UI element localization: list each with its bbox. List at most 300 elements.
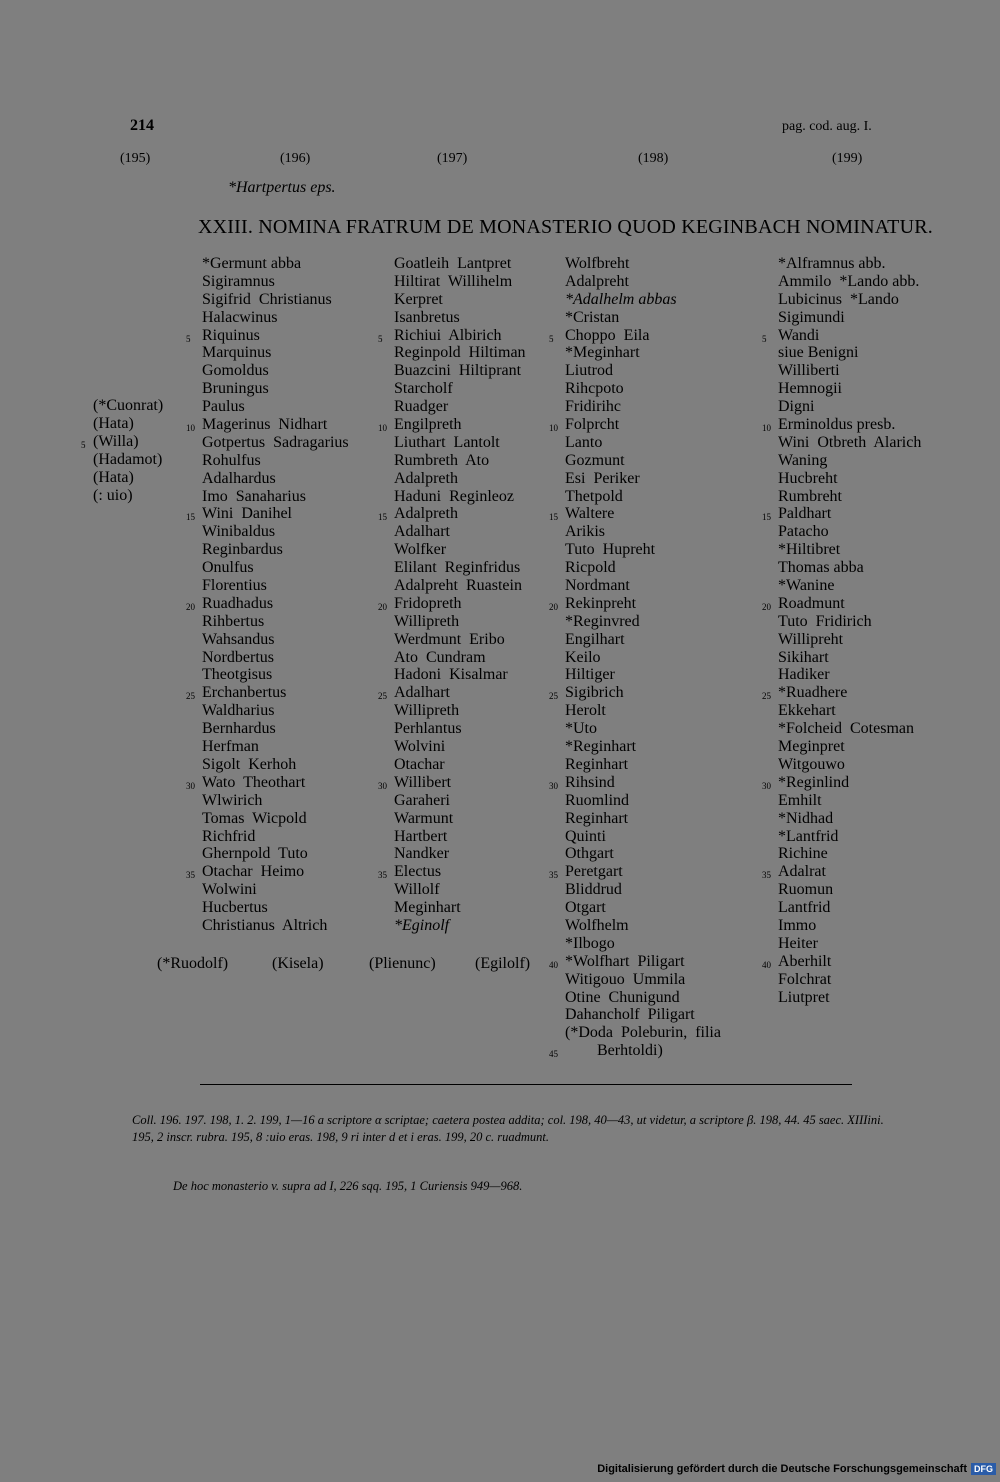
name-entry: Paulus xyxy=(202,398,245,416)
name-line xyxy=(202,881,349,899)
name-line xyxy=(565,380,721,398)
line-number: 10 xyxy=(378,423,387,434)
name-entry: Folprcht xyxy=(565,416,620,434)
name-line xyxy=(93,487,163,505)
name-line xyxy=(394,631,526,649)
name-line xyxy=(394,702,526,720)
page-number: 214 xyxy=(130,117,154,134)
name-entry: Wolwini xyxy=(202,881,257,899)
name-entry: (Willa) xyxy=(93,432,139,450)
name-entry: Wato Theothart xyxy=(202,773,306,791)
name-line xyxy=(565,649,721,667)
name-entry: Roadmunt xyxy=(778,594,845,612)
name-entry: *Reginvred xyxy=(565,612,640,630)
name-line xyxy=(202,470,349,488)
name-entry: *Wolfhart Piligart xyxy=(565,952,685,970)
name-entry: Reginbardus xyxy=(202,541,283,559)
name-entry: Magerinus Nidhart xyxy=(202,416,328,434)
name-entry: *Uto xyxy=(565,720,597,738)
name-line xyxy=(565,577,721,595)
name-line xyxy=(93,469,163,487)
name-entry: Ato Cundram xyxy=(394,648,486,666)
name-line xyxy=(202,792,349,810)
name-line xyxy=(202,434,349,452)
name-line xyxy=(394,792,526,810)
name-line xyxy=(378,863,526,881)
name-entry: Isanbretus xyxy=(394,308,460,326)
name-line xyxy=(778,666,921,684)
name-line xyxy=(549,505,721,523)
name-entry: Willolf xyxy=(394,881,440,899)
name-line xyxy=(394,720,526,738)
name-entry: Werdmunt Eribo xyxy=(394,630,505,648)
name-entry: Peretgart xyxy=(565,863,623,881)
name-entry: Waning xyxy=(778,451,828,469)
line-number: 35 xyxy=(762,870,771,881)
name-entry: Theotgisus xyxy=(202,666,273,684)
name-line xyxy=(186,684,349,702)
name-line xyxy=(202,344,349,362)
digitization-credit xyxy=(597,1463,996,1475)
line-number: 10 xyxy=(549,423,558,434)
line-number: 20 xyxy=(549,601,558,612)
name-line xyxy=(394,470,526,488)
name-entry: *Germunt abba xyxy=(202,255,302,272)
name-line xyxy=(394,810,526,828)
name-line xyxy=(394,380,526,398)
name-entry: Hadiker xyxy=(778,666,830,684)
name-line xyxy=(778,470,921,488)
name-line xyxy=(202,917,349,935)
name-entry: Adalpreht xyxy=(565,272,629,290)
name-entry: Quinti xyxy=(565,827,606,845)
name-entry: Wolfbreht xyxy=(565,255,630,272)
name-entry: Liutpret xyxy=(778,988,830,1006)
name-entry: Sigolt Kerhoh xyxy=(202,755,297,773)
name-line xyxy=(378,594,526,613)
name-entry: Fridirihc xyxy=(565,398,621,416)
name-entry: Sigifrid Christianus xyxy=(202,290,332,308)
line-number: 30 xyxy=(762,780,771,791)
name-line xyxy=(565,845,721,863)
line-number: 20 xyxy=(762,601,771,612)
name-entry: Wlwirich xyxy=(202,791,263,809)
name-entry: Florentius xyxy=(202,577,267,595)
name-entry: *Wanine xyxy=(778,577,835,595)
name-entry: Herolt xyxy=(565,702,606,720)
name-entry: Witgouwo xyxy=(778,755,845,773)
column-number-196: (196) xyxy=(280,151,311,166)
name-line xyxy=(778,899,921,917)
name-line xyxy=(778,756,921,774)
name-line xyxy=(565,1024,721,1042)
name-line xyxy=(565,756,721,774)
name-line xyxy=(202,452,349,470)
name-column-197 xyxy=(378,255,526,935)
name-column-196 xyxy=(186,255,349,935)
name-entry: Hadoni Kisalmar xyxy=(394,666,508,684)
name-entry: Willipreht xyxy=(778,630,844,648)
name-line xyxy=(778,559,921,577)
name-entry: Nordbertus xyxy=(202,648,274,666)
name-line xyxy=(549,594,721,613)
name-entry: Thomas abba xyxy=(778,559,864,577)
name-line xyxy=(565,971,721,989)
name-entry: Choppo Eila xyxy=(565,326,650,344)
name-line xyxy=(778,488,921,506)
name-entry: *Alframnus abb. xyxy=(778,255,886,272)
name-entry: Wandi xyxy=(778,326,820,344)
name-line xyxy=(202,631,349,649)
name-column-199 xyxy=(762,255,922,1006)
name-line xyxy=(394,541,526,559)
name-entry: Richfrid xyxy=(202,827,256,845)
name-entry: Ekkehart xyxy=(778,702,836,720)
name-entry: Dahancholf Piligart xyxy=(565,1006,695,1024)
name-entry: Adalrat xyxy=(778,863,826,881)
name-line xyxy=(93,451,163,469)
name-line xyxy=(394,434,526,452)
name-entry: siue Benigni xyxy=(778,344,859,362)
line-number: 5 xyxy=(762,333,767,344)
name-line xyxy=(202,523,349,541)
name-entry: Wini Danihel xyxy=(202,505,292,523)
line-number: 5 xyxy=(549,333,554,344)
name-entry: *Lantfrid xyxy=(778,827,839,845)
name-entry: Garaheri xyxy=(394,791,450,809)
name-entry: Otachar Heimo xyxy=(202,863,305,881)
name-line xyxy=(565,666,721,684)
name-entry: Willipreth xyxy=(394,702,460,720)
name-entry: Wini Otbreth Alarich xyxy=(778,433,922,451)
line-number: 5 xyxy=(81,439,86,450)
name-line xyxy=(565,452,721,470)
name-entry: (*Cuonrat) xyxy=(93,397,164,414)
name-line xyxy=(762,773,921,792)
name-entry: Willipreth xyxy=(394,612,460,630)
name-line xyxy=(202,845,349,863)
name-entry: Marquinus xyxy=(202,344,272,362)
name-line xyxy=(565,559,721,577)
source-note: De hoc monasterio v. supra ad I, 226 sqq. 195, 1 Curiensis 949—968. xyxy=(173,1179,523,1193)
name-line xyxy=(186,863,349,881)
name-entry: Reginhart xyxy=(565,755,629,773)
name-line xyxy=(394,255,526,273)
name-line xyxy=(762,594,921,613)
column-number-197: (197) xyxy=(437,151,468,166)
name-line xyxy=(565,613,721,631)
line-number: 30 xyxy=(186,780,195,791)
line-number: 10 xyxy=(762,423,771,434)
name-entry: Kerpret xyxy=(394,290,443,308)
name-entry: Bernhardus xyxy=(202,720,276,738)
bottom-name: (*Ruodolf) xyxy=(157,955,229,972)
name-line xyxy=(778,881,921,899)
name-entry: *Ruadhere xyxy=(778,684,848,702)
name-entry: Lubicinus *Lando xyxy=(778,290,899,308)
name-line xyxy=(778,309,921,327)
name-line xyxy=(202,488,349,506)
name-entry: Esi Periker xyxy=(565,469,640,487)
name-line xyxy=(565,273,721,291)
name-line xyxy=(565,881,721,899)
name-entry: Nandker xyxy=(394,845,450,863)
name-entry: Waldharius xyxy=(202,702,275,720)
name-line xyxy=(565,899,721,917)
column-number-195: (195) xyxy=(120,151,151,166)
name-line xyxy=(778,613,921,631)
name-line xyxy=(565,255,721,273)
credit-text: Digitalisierung gefördert durch die Deutsche Forschungsgemeinschaft xyxy=(597,1463,967,1475)
name-line xyxy=(186,773,349,792)
line-number: 30 xyxy=(549,780,558,791)
name-entry: Goatleih Lantpret xyxy=(394,255,512,272)
name-line xyxy=(762,684,921,702)
name-entry: Wolfker xyxy=(394,541,447,559)
name-entry: Tuto Hupreht xyxy=(565,541,656,559)
name-entry: Adalhart xyxy=(394,523,450,541)
name-entry: Richine xyxy=(778,845,828,863)
name-entry: Folchrat xyxy=(778,970,832,988)
name-line xyxy=(778,989,921,1007)
name-line xyxy=(394,649,526,667)
name-entry: Lanto xyxy=(565,433,603,451)
name-line xyxy=(778,398,921,416)
name-line xyxy=(378,773,526,792)
name-entry: (Hata) xyxy=(93,414,134,432)
name-line xyxy=(762,326,921,345)
name-line xyxy=(549,684,721,702)
name-entry: Hiltirat Willihelm xyxy=(394,272,513,290)
name-line xyxy=(202,577,349,595)
line-number: 30 xyxy=(378,780,387,791)
name-entry: Wolvini xyxy=(394,738,446,756)
name-line xyxy=(93,397,163,415)
name-entry: Rumbreth Ato xyxy=(394,451,490,469)
name-entry: Bruningus xyxy=(202,380,269,398)
name-entry: Adalpreht Ruastein xyxy=(394,577,522,595)
name-line xyxy=(378,326,526,345)
name-entry: Gotpertus Sadragarius xyxy=(202,433,349,451)
name-entry: Hartbert xyxy=(394,827,448,845)
name-entry: Ammilo *Lando abb. xyxy=(778,272,920,290)
name-entry: Ruomlind xyxy=(565,791,630,809)
name-line xyxy=(565,720,721,738)
name-line xyxy=(762,416,921,434)
name-line xyxy=(186,416,349,434)
name-entry: Fridopreth xyxy=(394,594,462,612)
name-line xyxy=(762,505,921,523)
name-line xyxy=(202,273,349,291)
column-number-198: (198) xyxy=(638,151,669,166)
name-line xyxy=(394,666,526,684)
name-line xyxy=(778,255,921,273)
name-line xyxy=(202,720,349,738)
name-entry: (*Doda Poleburin, filia xyxy=(565,1024,721,1042)
name-entry: Otachar xyxy=(394,755,445,773)
name-line xyxy=(394,613,526,631)
name-line xyxy=(778,828,921,846)
name-line xyxy=(762,952,921,971)
name-entry: Riquinus xyxy=(202,326,260,344)
name-line xyxy=(394,899,526,917)
name-entry: Erminoldus presb. xyxy=(778,416,896,434)
name-line xyxy=(394,273,526,291)
name-entry: Warmunt xyxy=(394,809,454,827)
name-line xyxy=(565,344,721,362)
name-entry: Rohulfus xyxy=(202,451,261,469)
name-line xyxy=(565,792,721,810)
name-entry: Ghernpold Tuto xyxy=(202,845,308,863)
name-line xyxy=(778,452,921,470)
name-line xyxy=(202,649,349,667)
name-line xyxy=(778,971,921,989)
name-entry: Engilhart xyxy=(565,630,625,648)
name-line xyxy=(565,434,721,452)
name-line xyxy=(565,631,721,649)
name-line xyxy=(202,255,349,273)
name-entry: Ruomun xyxy=(778,881,834,899)
name-line xyxy=(778,273,921,291)
name-entry: Thetpold xyxy=(565,487,623,505)
name-entry: Meginpret xyxy=(778,738,845,756)
line-number: 5 xyxy=(186,333,191,344)
name-line xyxy=(202,541,349,559)
name-entry: *Folcheid Cotesman xyxy=(778,720,914,738)
name-entry: Hiltiger xyxy=(565,666,615,684)
name-line xyxy=(549,863,721,881)
line-number: 15 xyxy=(186,512,195,523)
name-line xyxy=(202,810,349,828)
hartpertus-entry: *Hartpertus eps. xyxy=(228,179,336,196)
name-entry: (Hadamot) xyxy=(93,450,163,468)
name-line xyxy=(778,738,921,756)
name-line xyxy=(565,470,721,488)
name-entry: Ruadhadus xyxy=(202,594,274,612)
name-entry: Othgart xyxy=(565,845,614,863)
name-line xyxy=(394,756,526,774)
name-line xyxy=(762,863,921,881)
name-line xyxy=(378,416,526,434)
name-line xyxy=(202,613,349,631)
name-entry: Adalhart xyxy=(394,684,450,702)
name-line xyxy=(394,523,526,541)
name-entry: Ricpold xyxy=(565,559,616,577)
line-number: 45 xyxy=(549,1049,558,1060)
name-entry: *Adalhelm abbas xyxy=(565,290,677,308)
name-line xyxy=(202,309,349,327)
name-entry: *Nidhad xyxy=(778,809,834,827)
name-entry: Ruadger xyxy=(394,398,449,416)
name-entry: Liutrod xyxy=(565,362,613,380)
name-entry: Richiui Albirich xyxy=(394,326,502,344)
line-number: 20 xyxy=(186,601,195,612)
line-number: 5 xyxy=(378,333,383,344)
name-entry: Starcholf xyxy=(394,380,453,398)
name-entry: Herfman xyxy=(202,738,259,756)
name-line xyxy=(394,738,526,756)
name-line xyxy=(778,649,921,667)
name-entry: Gomoldus xyxy=(202,362,269,380)
name-line xyxy=(778,344,921,362)
line-number: 25 xyxy=(186,691,195,702)
name-line xyxy=(549,952,721,971)
name-entry: *Ilbogo xyxy=(565,934,615,952)
name-line xyxy=(202,666,349,684)
name-entry: Adalhardus xyxy=(202,469,276,487)
name-entry: Heiter xyxy=(778,934,818,952)
name-entry: Williberti xyxy=(778,362,840,380)
bottom-name: (Egilolf) xyxy=(475,955,531,972)
name-line xyxy=(778,845,921,863)
name-line xyxy=(565,488,721,506)
name-entry: Onulfus xyxy=(202,559,254,577)
name-line xyxy=(565,309,721,327)
name-line xyxy=(202,398,349,416)
name-line xyxy=(394,881,526,899)
name-entry: *Meginhart xyxy=(565,344,640,362)
name-entry: Adalpreth xyxy=(394,469,458,487)
name-entry: Arikis xyxy=(565,523,605,541)
name-line xyxy=(394,344,526,362)
name-line xyxy=(202,702,349,720)
name-entry: Haduni Reginleoz xyxy=(394,487,514,505)
name-line xyxy=(202,828,349,846)
name-line xyxy=(778,362,921,380)
name-entry: Rihsind xyxy=(565,773,615,791)
name-line xyxy=(565,291,721,309)
footnote-divider xyxy=(200,1084,852,1085)
name-line xyxy=(202,380,349,398)
column-number-199: (199) xyxy=(832,151,863,166)
name-entry: Immo xyxy=(778,916,817,934)
name-line xyxy=(186,326,349,345)
name-line xyxy=(565,362,721,380)
name-entry: Elilant Reginfridus xyxy=(394,559,521,577)
name-entry: Aberhilt xyxy=(778,952,832,970)
name-entry: Sigimundi xyxy=(778,308,845,326)
name-line xyxy=(202,899,349,917)
name-line xyxy=(778,380,921,398)
line-number: 20 xyxy=(378,601,387,612)
line-number: 35 xyxy=(549,870,558,881)
name-line xyxy=(378,505,526,523)
name-entry: Tomas Wicpold xyxy=(202,809,307,827)
line-number: 40 xyxy=(762,959,771,970)
name-line xyxy=(202,756,349,774)
name-entry: Reginhart xyxy=(565,809,629,827)
name-entry: Sikihart xyxy=(778,648,829,666)
name-entry: Bliddrud xyxy=(565,881,622,899)
name-entry: Christianus Altrich xyxy=(202,916,328,934)
name-line xyxy=(565,810,721,828)
name-line xyxy=(394,309,526,327)
name-line xyxy=(394,362,526,380)
name-line xyxy=(778,792,921,810)
section-title: XXIII. NOMINA FRATRUM DE MONASTERIO QUOD KEGINBACH NOMINATUR. xyxy=(198,216,933,238)
name-column-195 xyxy=(81,397,164,504)
name-line xyxy=(202,738,349,756)
bottom-name: (Kisela) xyxy=(272,955,324,972)
name-entry: Winibaldus xyxy=(202,523,276,541)
line-number: 10 xyxy=(186,423,195,434)
name-entry: Adalpreth xyxy=(394,505,458,523)
name-entry: Hucbertus xyxy=(202,899,268,917)
name-line xyxy=(565,541,721,559)
name-entry: *Cristan xyxy=(565,308,620,326)
name-line xyxy=(394,917,526,935)
name-entry: Rumbreht xyxy=(778,487,842,505)
